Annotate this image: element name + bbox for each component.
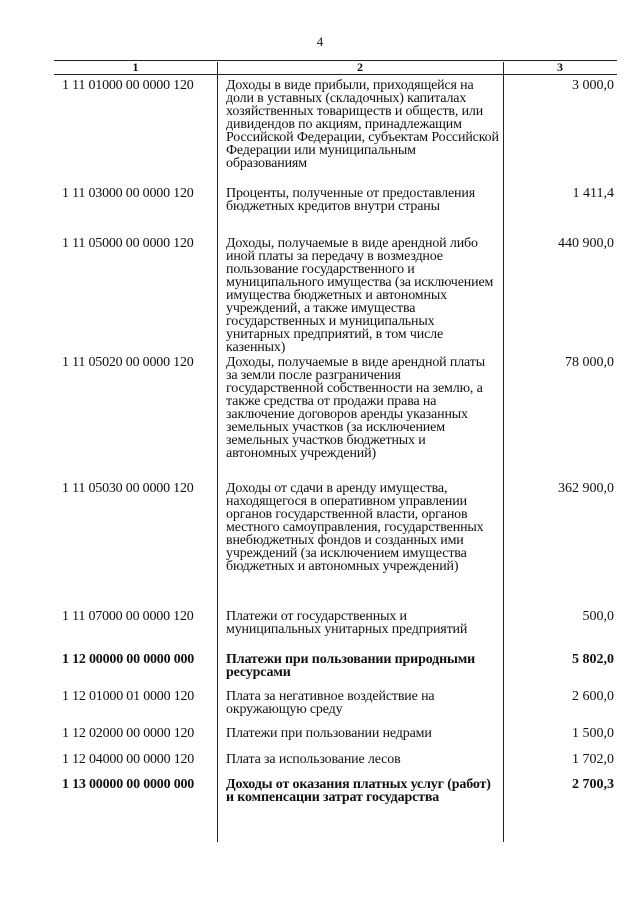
row-code: 1 12 04000 00 0000 120 [62, 752, 195, 767]
row-amount: 2 600,0 [572, 689, 614, 704]
row-description: Доходы в виде прибыли, приходящейся на доли в уставных (складочных) капиталах хозяйственных товариществ и обществ, или дивидендов по акциям, принадлежащим Российской Федерации, субъектам Российской Федерации или муниципальным образованиям [226, 78, 499, 171]
header-col-description: 2 [357, 60, 363, 74]
table-row [54, 778, 617, 828]
row-amount: 78 000,0 [565, 355, 614, 370]
row-amount: 440 900,0 [558, 236, 614, 251]
row-code: 1 11 07000 00 0000 120 [62, 609, 194, 624]
header-col-amount: 3 [557, 60, 563, 74]
row-amount: 5 802,0 [572, 652, 614, 667]
row-description: Платежи от государственных и муниципальных унитарных предприятий [226, 609, 468, 637]
row-amount: 2 700,3 [572, 777, 614, 792]
row-code: 1 11 03000 00 0000 120 [62, 186, 194, 201]
row-description: Плата за использование лесов [226, 752, 401, 767]
revenue-table [54, 60, 617, 828]
row-code: 1 12 00000 00 0000 000 [62, 652, 195, 667]
row-amount: 500,0 [582, 609, 614, 624]
row-amount: 3 000,0 [572, 78, 614, 93]
row-description: Плата за негативное воздействие на окружающую среду [226, 689, 435, 717]
table-row [54, 610, 617, 653]
row-description: Платежи при пользовании природными ресурсами [226, 652, 476, 680]
row-amount: 1 702,0 [572, 752, 614, 767]
page-number: 4 [316, 34, 324, 49]
row-description: Проценты, полученные от предоставления бюджетных кредитов внутри страны [226, 186, 475, 214]
table-row [54, 482, 617, 610]
row-description: Доходы, получаемые в виде арендной либо иной платы за передачу в возмездное пользование государственного и муниципального имущества (за исключением имущества бюджетных и автономных учреждений, а также имущества государственных и муниципальных унитарных предприятий, в том числе казенных) [226, 236, 494, 355]
row-description: Платежи при пользовании недрами [226, 726, 432, 741]
table-row [54, 356, 617, 482]
table-row [54, 237, 617, 356]
table-header [54, 60, 617, 75]
row-description: Доходы от сдачи в аренду имущества, находящегося в оперативном управлении органов государственной власти, органов местного самоуправления, государственных внебюджетных фондов и созданных ими учреждений (за исключением имущества бюджетных и автономных учреждений) [226, 481, 484, 574]
row-amount: 362 900,0 [558, 481, 614, 496]
header-col-code: 1 [132, 60, 139, 74]
table-row [54, 727, 617, 753]
row-code: 1 11 05030 00 0000 120 [62, 481, 194, 496]
row-description: Доходы от оказания платных услуг (работ) и компенсации затрат государства [226, 777, 491, 805]
table-row [54, 653, 617, 690]
table-row [54, 753, 617, 778]
row-code: 1 11 05000 00 0000 120 [62, 236, 194, 251]
row-amount: 1 411,4 [572, 186, 614, 201]
row-code: 1 12 02000 00 0000 120 [62, 726, 195, 741]
row-code: 1 11 01000 00 0000 120 [62, 78, 194, 93]
row-code: 1 13 00000 00 0000 000 [62, 777, 195, 792]
row-code: 1 12 01000 01 0000 120 [62, 689, 195, 704]
table-row [54, 79, 617, 187]
row-code: 1 11 05020 00 0000 120 [62, 355, 194, 370]
row-amount: 1 500,0 [572, 726, 614, 741]
table-row [54, 187, 617, 237]
table-row [54, 690, 617, 727]
row-description: Доходы, получаемые в виде арендной платы за земли после разграничения государственной собственности на землю, а также средства от продажи права на заключение договоров аренды указанных земельных участков (за исключением земельных участков бюджетных и автономных учреждений) [226, 355, 485, 461]
